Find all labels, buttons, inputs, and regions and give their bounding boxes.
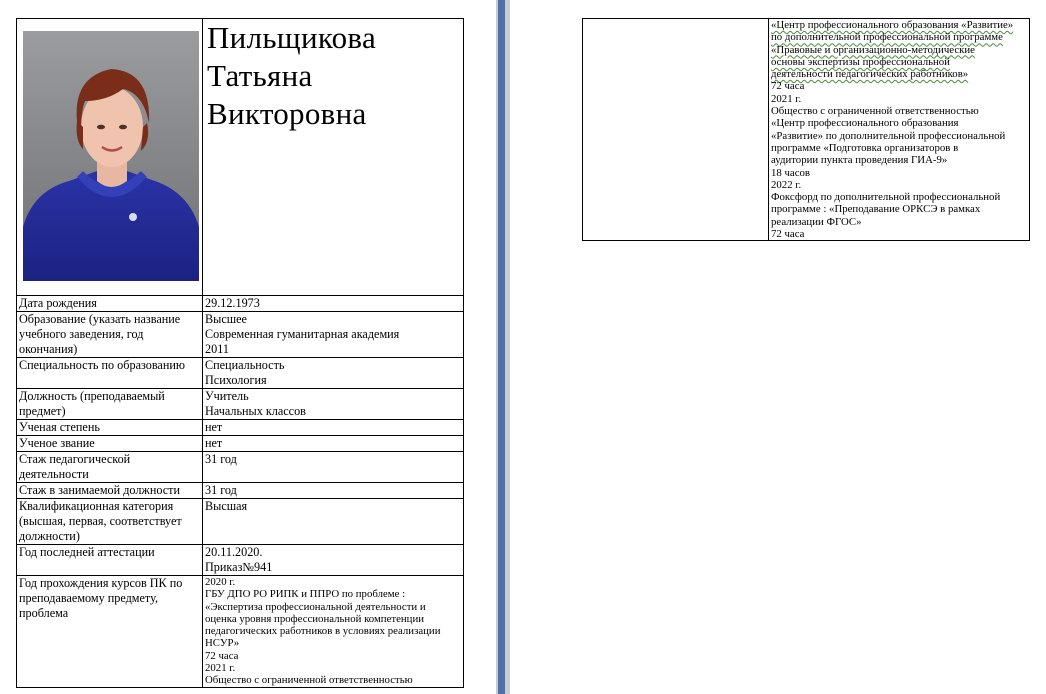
course-line: НСУР»: [205, 637, 240, 650]
course-line: реализации ФГОС»: [771, 215, 862, 228]
field-label-line: Ученая степень: [19, 420, 100, 434]
field-label-line: Квалификационная категория: [19, 499, 174, 513]
course-line: 2020 г.: [205, 576, 236, 588]
name-line: Викторовна: [207, 96, 367, 131]
field-label-line: Специальность по образованию: [19, 358, 185, 372]
field-label-line: Год последней аттестации: [19, 545, 155, 559]
field-label-line: учебного заведения, год: [19, 327, 144, 341]
field-value-line: 2011: [205, 342, 229, 356]
field-value: [203, 499, 464, 545]
table-row: [17, 420, 464, 436]
field-value-line: Специальность: [205, 358, 285, 372]
field-value-line: 31 год: [205, 483, 237, 497]
profile-table: [16, 18, 464, 688]
courses-label: [17, 576, 203, 688]
document-page-2: [510, 0, 1046, 694]
document-page-1: [0, 0, 496, 694]
courses-continuation-row: [583, 19, 1030, 241]
field-value-line: Высшая: [205, 499, 248, 513]
table-row: [17, 499, 464, 545]
field-label-line: Образование (указать название: [19, 312, 181, 326]
field-value-line: Приказ№941: [205, 560, 273, 574]
field-label-line: предмет): [19, 404, 66, 418]
course-line: педагогических работников в условиях реализации: [205, 625, 441, 638]
table-row: [17, 483, 464, 499]
field-value: [203, 545, 464, 576]
field-value-line: нет: [205, 436, 223, 450]
course-line: деятельности педагогических работников»: [771, 68, 969, 81]
field-label: [17, 420, 203, 436]
course-line: «Центр профессионального образования «Развитие»: [771, 19, 1014, 31]
field-label: [17, 296, 203, 312]
field-value-line: 31 год: [205, 452, 237, 466]
courses-value: [203, 576, 464, 688]
page-gutter: [496, 0, 510, 694]
table-row: [17, 545, 464, 576]
courses-continuation-table: [582, 18, 1030, 241]
course-line: Общество с ограниченной ответственностью: [205, 674, 413, 687]
field-value-line: нет: [205, 420, 223, 434]
field-label-line: (высшая, первая, соответствует: [19, 514, 182, 528]
field-label: [17, 436, 203, 452]
course-line: Общество с ограниченной ответственностью: [771, 105, 979, 118]
field-value-line: 20.11.2020.: [205, 545, 263, 559]
header-row: [17, 19, 464, 296]
field-label-line: должности): [19, 529, 80, 543]
field-value: [203, 296, 464, 312]
courses-continuation-value: [769, 19, 1030, 241]
field-value: [203, 452, 464, 483]
course-line: Фоксфорд по дополнительной профессиональной: [771, 191, 1001, 204]
field-value-line: Современная гуманитарная академия: [205, 327, 400, 341]
field-label-line: Ученое звание: [19, 436, 95, 450]
field-value-line: Учитель: [205, 389, 249, 403]
field-value-line: 29.12.1973: [205, 296, 260, 310]
field-label-line: Должность (преподаваемый: [19, 389, 165, 403]
portrait-photo: [23, 31, 199, 281]
field-value: [203, 420, 464, 436]
course-line: программе : «Преподавание ОРКСЭ в рамках: [771, 203, 981, 216]
course-line: 18 часов: [771, 166, 811, 179]
field-label-line: Дата рождения: [19, 296, 97, 310]
field-value-line: Психология: [205, 373, 267, 387]
field-value-line: Начальных классов: [205, 404, 306, 418]
course-line: программе «Подготовка организаторов в: [771, 141, 959, 154]
field-label-line: Стаж в занимаемой должности: [19, 483, 181, 497]
field-label: [17, 358, 203, 389]
field-label: [17, 312, 203, 358]
course-line: 72 часа: [771, 228, 805, 241]
field-label: [17, 389, 203, 420]
course-line: «Развитие» по дополнительной профессиональной: [771, 129, 1006, 142]
field-label: [17, 452, 203, 483]
field-label: [17, 483, 203, 499]
course-line: «Правовые и организационно-методические: [771, 43, 975, 56]
course-line: 72 часа: [771, 80, 805, 93]
courses-label-line: проблема: [19, 606, 69, 620]
full-name: [203, 19, 464, 296]
name-line: Татьяна: [207, 58, 313, 93]
field-value: [203, 312, 464, 358]
field-label: [17, 499, 203, 545]
course-line: 72 часа: [205, 649, 239, 662]
course-line: «Экспертиза профессиональной деятельности и: [205, 600, 426, 613]
field-value: [203, 358, 464, 389]
field-label-line: деятельности: [19, 467, 89, 481]
field-value-line: Высшее: [205, 312, 247, 326]
courses-row: [17, 576, 464, 688]
courses-label-line: преподаваемому предмету,: [19, 591, 159, 605]
field-label-line: окончания): [19, 342, 78, 356]
course-line: основы экспертизы профессиональной: [771, 55, 950, 68]
field-value: [203, 389, 464, 420]
course-line: оценка уровня профессиональной компетенции: [205, 612, 424, 625]
table-row: [17, 436, 464, 452]
table-row: [17, 389, 464, 420]
table-row: [17, 312, 464, 358]
course-line: по дополнительной профессиональной программе: [771, 31, 1003, 44]
course-line: «Центр профессионального образования: [771, 117, 959, 130]
courses-continuation-label-cell: [583, 19, 769, 241]
course-line: аудитории пункта проведения ГИА-9»: [771, 154, 948, 167]
table-row: [17, 452, 464, 483]
table-row: [17, 296, 464, 312]
field-value: [203, 436, 464, 452]
course-line: 2022 г.: [771, 178, 802, 191]
courses-label-line: Год прохождения курсов ПК по: [19, 576, 183, 590]
photo-cell: [17, 19, 203, 296]
field-label: [17, 545, 203, 576]
course-line: ГБУ ДПО РО РИПК и ППРО по проблеме :: [205, 588, 406, 601]
field-value: [203, 483, 464, 499]
field-label-line: Стаж педагогической: [19, 452, 131, 466]
course-line: 2021 г.: [205, 662, 236, 675]
course-line: 2021 г.: [771, 92, 802, 105]
table-row: [17, 358, 464, 389]
name-line: Пильщикова: [207, 20, 377, 55]
